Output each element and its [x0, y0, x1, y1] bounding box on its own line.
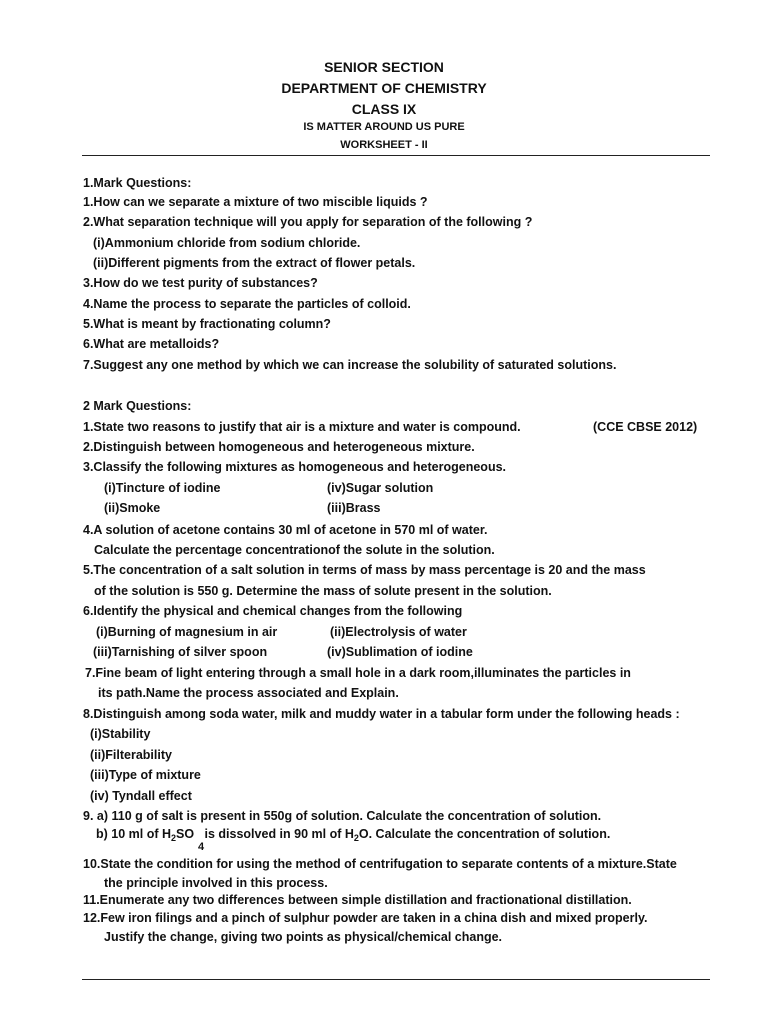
question-line: 5.The concentration of a salt solution in terms of mass by mass percentage is 20 and the mass: [83, 563, 646, 577]
question-line: (ii)Electrolysis of water: [330, 625, 467, 639]
school-title: SENIOR SECTION: [324, 59, 444, 75]
formula-text: b) 10 ml of H: [96, 827, 172, 841]
two-mark-heading: 2 Mark Questions:: [83, 399, 192, 413]
question-line: (i)Ammonium chloride from sodium chloride.: [93, 236, 361, 250]
question-line: 2.Distinguish between homogeneous and heterogeneous mixture.: [83, 440, 475, 454]
question-line: 9. a) 110 g of salt is present in 550g of solution. Calculate the concentration of solution.: [83, 809, 602, 823]
question-line: (i)Stability: [90, 727, 151, 741]
header-divider: [82, 155, 710, 156]
question-line: Justify the change, giving two points as physical/chemical change.: [104, 930, 503, 944]
question-line: (iv)Sublimation of iodine: [327, 645, 473, 659]
question-line: 4.A solution of acetone contains 30 ml of acetone in 570 ml of water.: [83, 523, 488, 537]
question-line: 4.Name the process to separate the particles of colloid.: [83, 297, 411, 311]
question-line: (ii)Filterability: [90, 748, 172, 762]
question-line: (iii)Brass: [327, 501, 381, 515]
question-line: 5.What is meant by fractionating column?: [83, 317, 331, 331]
question-line: its path.Name the process associated and Explain.: [98, 686, 399, 700]
question-line: (iii)Tarnishing of silver spoon: [93, 645, 268, 659]
one-mark-heading: 1.Mark Questions:: [83, 176, 192, 190]
question-line: (iii)Type of mixture: [90, 768, 201, 782]
chapter-title: IS MATTER AROUND US PURE: [303, 121, 465, 133]
question-line: 3.Classify the following mixtures as homogeneous and heterogeneous.: [83, 460, 506, 474]
question-line: 6.What are metalloids?: [83, 337, 220, 351]
class-title: CLASS IX: [351, 101, 417, 117]
question-line: Calculate the percentage concentrationof the solute in the solution.: [94, 543, 495, 557]
question-line: (iv) Tyndall effect: [90, 789, 192, 803]
formula-subscript: 2: [171, 833, 177, 843]
question-line: (i)Burning of magnesium in air: [96, 625, 278, 639]
question-line: 3.How do we test purity of substances?: [83, 276, 318, 290]
question-line: (ii)Smoke: [104, 501, 161, 515]
question-line: 1.How can we separate a mixture of two miscible liquids ?: [83, 195, 428, 209]
question-line: 7.Fine beam of light entering through a small hole in a dark room,illuminates the particles in: [85, 666, 631, 680]
exam-reference: (CCE CBSE 2012): [593, 420, 698, 434]
formula-subscript-four: 4: [198, 841, 205, 853]
formula-text: is dissolved in 90 ml of H: [204, 827, 354, 841]
question-line: (i)Tincture of iodine: [104, 481, 221, 495]
formula-subscript: 2: [353, 833, 359, 843]
question-line: 8.Distinguish among soda water, milk and muddy water in a tabular form under the following heads :: [83, 707, 680, 721]
question-line: of the solution is 550 g. Determine the mass of solute present in the solution.: [94, 584, 552, 598]
question-line: 12.Few iron filings and a pinch of sulphur powder are taken in a china dish and mixed properly.: [83, 911, 648, 925]
footer-divider: [82, 979, 710, 980]
department-title: DEPARTMENT OF CHEMISTRY: [281, 80, 487, 96]
question-line: 10.State the condition for using the method of centrifugation to separate contents of a mixture.State: [83, 857, 677, 871]
question-line: (iv)Sugar solution: [327, 481, 434, 495]
question-line: 1.State two reasons to justify that air is a mixture and water is compound.: [83, 420, 521, 434]
question-line: the principle involved in this process.: [104, 876, 328, 890]
question-line: (ii)Different pigments from the extract of flower petals.: [93, 256, 416, 270]
question-line: [96, 827, 610, 843]
worksheet-title: WORKSHEET - II: [340, 139, 428, 151]
formula-text: SO: [176, 827, 195, 841]
question-line: 7.Suggest any one method by which we can increase the solubility of saturated solutions.: [83, 358, 617, 372]
question-line: 6.Identify the physical and chemical changes from the following: [83, 604, 463, 618]
question-line: 11.Enumerate any two differences between simple distillation and fractionational distillation.: [83, 893, 632, 907]
question-line: 2.What separation technique will you apply for separation of the following ?: [83, 215, 533, 229]
formula-text: O. Calculate the concentration of solution.: [358, 827, 611, 841]
